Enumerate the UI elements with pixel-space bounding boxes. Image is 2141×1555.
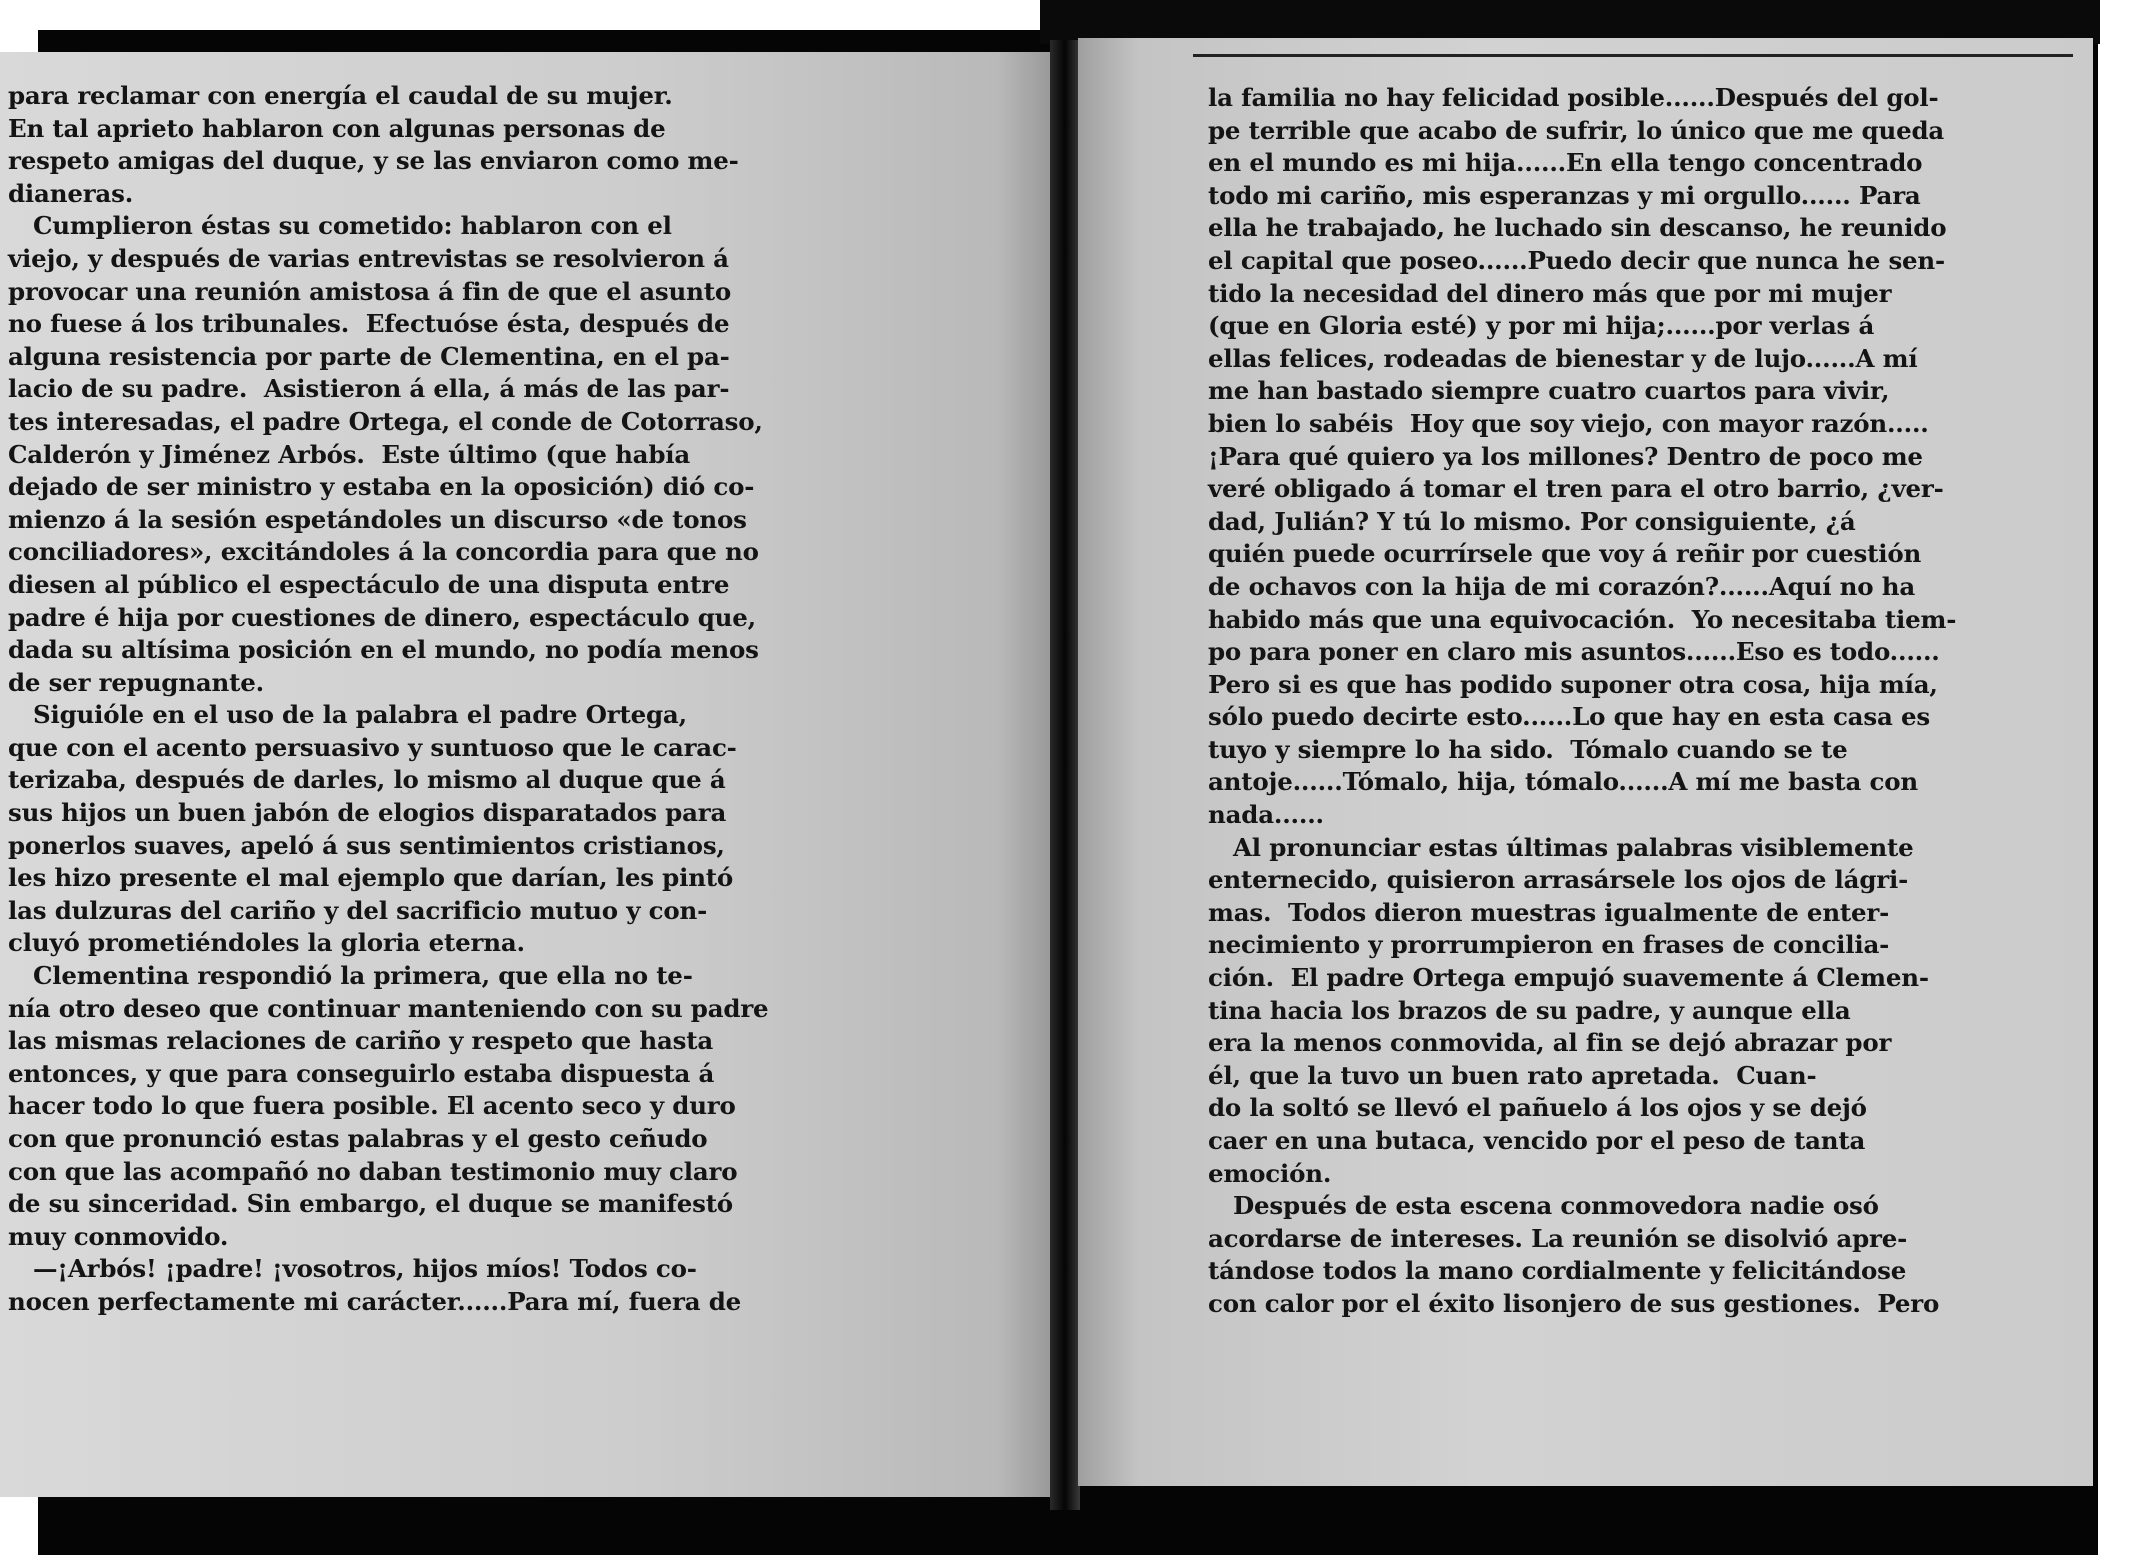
text-line: tuyo y siempre lo ha sido. Tómalo cuando se te — [1208, 734, 1848, 764]
text-line: que con el acento persuasivo y suntuoso que le carac- — [8, 732, 737, 762]
text-line: dada su altísima posición en el mundo, no podía menos — [8, 635, 759, 665]
text-line: (que en Gloria esté) y por mi hija;......por verlas á — [1208, 311, 1875, 341]
text-line: dianeras. — [8, 178, 134, 208]
text-line: ponerlos suaves, apeló á sus sentimientos cristianos, — [8, 830, 725, 860]
text-line: Calderón y Jiménez Arbós. Este último (que había — [8, 439, 691, 469]
text-line: cluyó prometiéndoles la gloria eterna. — [8, 928, 525, 958]
text-line: padre é hija por cuestiones de dinero, espectáculo que, — [8, 602, 756, 632]
text-line: respeto amigas del duque, y se las enviaron como me- — [8, 146, 739, 176]
text-line: sus hijos un buen jabón de elogios disparatados para — [8, 798, 727, 828]
text-line: tido la necesidad del dinero más que por mi mujer — [1208, 278, 1892, 308]
text-line: po para poner en claro mis asuntos......Eso es todo...... — [1208, 637, 1940, 667]
text-line: bien lo sabéis Hoy que soy viejo, con mayor razón..... — [1208, 408, 1929, 438]
text-line: quién puede ocurrírsele que voy á reñir por cuestión — [1208, 539, 1922, 569]
text-line: de su sinceridad. Sin embargo, el duque se manifestó — [8, 1189, 733, 1219]
text-line: alguna resistencia por parte de Clementina, en el pa- — [8, 341, 730, 371]
text-line: emoción. — [1208, 1158, 1332, 1188]
text-line: enternecido, quisieron arrasársele los ojos de lágri- — [1208, 865, 1909, 895]
text-line: él, que la tuvo un buen rato apretada. Cuan- — [1208, 1060, 1817, 1090]
text-line: con que las acompañó no daban testimonio muy claro — [8, 1156, 738, 1186]
text-line: acordarse de intereses. La reunión se disolvió apre- — [1208, 1223, 1908, 1253]
right-page — [1078, 38, 2093, 1486]
text-line: lacio de su padre. Asistieron á ella, á más de las par- — [8, 374, 730, 404]
text-line: nía otro deseo que continuar manteniendo con su padre — [8, 993, 769, 1023]
text-line: no fuese á los tribunales. Efectuóse ésta, después de — [8, 309, 730, 339]
text-line: mas. Todos dieron muestras igualmente de enter- — [1208, 897, 1890, 927]
text-line: con que pronunció estas palabras y el gesto ceñudo — [8, 1124, 708, 1153]
text-line: dejado de ser ministro y estaba en la oposición) dió co- — [8, 472, 755, 502]
text-line: ¡Para qué quiero ya los millones? Dentro de poco me — [1208, 441, 1923, 471]
text-line: hacer todo lo que fuera posible. El acento seco y duro — [8, 1091, 736, 1121]
text-line: Clementina respondió la primera, que ella no te- — [8, 961, 693, 991]
text-line: era la menos conmovida, al fin se dejó abrazar por — [1208, 1028, 1892, 1058]
right-page-text — [1208, 82, 2088, 1321]
text-line: nocen perfectamente mi carácter......Para mí, fuera de — [8, 1286, 742, 1316]
text-line: necimiento y prorrumpieron en frases de concilia- — [1208, 930, 1890, 960]
text-line: ellas felices, rodeadas de bienestar y de lujo......A mí — [1208, 343, 1918, 373]
text-line: las dulzuras del cariño y del sacrificio mutuo y con- — [8, 895, 708, 925]
text-line: nada...... — [1208, 800, 1324, 830]
text-line: ción. El padre Ortega empujó suavemente á Clemen- — [1208, 963, 1929, 993]
text-line: En tal aprieto hablaron con algunas personas de — [8, 113, 666, 143]
text-line: dad, Julián? Y tú lo mismo. Por consiguiente, ¿á — [1208, 506, 1856, 536]
text-line: Cumplieron éstas su cometido: hablaron con el — [8, 211, 672, 241]
text-line: conciliadores», excitándoles á la concordia para que no — [8, 537, 759, 567]
text-line: diesen al público el espectáculo de una disputa entre — [8, 569, 730, 599]
text-line: antoje......Tómalo, hija, tómalo......A mí me basta con — [1208, 767, 1918, 797]
text-line: Pero si es que has podido suponer otra cosa, hija mía, — [1208, 669, 1938, 699]
text-line: provocar una reunión amistosa á fin de que el asunto — [8, 276, 731, 306]
book-gutter — [1050, 40, 1080, 1510]
text-line: sólo puedo decirte esto......Lo que hay en esta casa es — [1208, 702, 1930, 732]
text-line: tina hacia los brazos de su padre, y aunque ella — [1208, 995, 1851, 1025]
header-rule — [1193, 54, 2073, 57]
text-line: terizaba, después de darles, lo mismo al duque que á — [8, 765, 726, 795]
text-line: muy conmovido. — [8, 1221, 229, 1251]
text-line: me han bastado siempre cuatro cuartos para vivir, — [1208, 376, 1890, 406]
text-line: veré obligado á tomar el tren para el otro barrio, ¿ver- — [1208, 474, 1944, 504]
left-page — [0, 52, 1050, 1497]
text-line: do la soltó se llevó el pañuelo á los ojos y se dejó — [1208, 1093, 1867, 1123]
text-line: de ser repugnante. — [8, 667, 264, 697]
text-line: caer en una butaca, vencido por el peso de tanta — [1208, 1126, 1866, 1155]
text-line: Siguióle en el uso de la palabra el padre Ortega, — [8, 700, 687, 730]
text-line: Al pronunciar estas últimas palabras visiblemente — [1208, 832, 1914, 862]
text-line: de ochavos con la hija de mi corazón?......Aquí no ha — [1208, 571, 1916, 601]
text-line: les hizo presente el mal ejemplo que darían, les pintó — [8, 863, 734, 893]
text-line: todo mi cariño, mis esperanzas y mi orgullo...... Para — [1208, 180, 1921, 210]
text-line: el capital que poseo......Puedo decir que nunca he sen- — [1208, 245, 1946, 275]
text-line: para reclamar con energía el caudal de su mujer. — [8, 81, 673, 110]
text-line: entonces, y que para conseguirlo estaba dispuesta á — [8, 1058, 715, 1088]
text-line: las mismas relaciones de cariño y respeto que hasta — [8, 1026, 714, 1056]
text-line: con calor por el éxito lisonjero de sus gestiones. Pero — [1208, 1288, 1940, 1318]
text-line: ella he trabajado, he luchado sin descanso, he reunido — [1208, 213, 1947, 243]
text-line: habido más que una equivocación. Yo necesitaba tiem- — [1208, 604, 1957, 634]
text-line: tándose todos la mano cordialmente y felicitándose — [1208, 1256, 1907, 1286]
text-line: en el mundo es mi hija......En ella tengo concentrado — [1208, 148, 1923, 178]
text-line: Después de esta escena conmovedora nadie osó — [1208, 1191, 1879, 1221]
left-page-text — [8, 80, 1038, 1319]
text-line: pe terrible que acabo de sufrir, lo único que me queda — [1208, 115, 1945, 145]
text-line: tes interesadas, el padre Ortega, el conde de Cotorraso, — [8, 406, 763, 436]
text-line: —¡Arbós! ¡padre! ¡vosotros, hijos míos! Todos co- — [8, 1254, 697, 1284]
text-line: viejo, y después de varias entrevistas se resolvieron á — [8, 243, 729, 273]
text-line: mienzo á la sesión espetándoles un discurso «de tonos — [8, 504, 747, 534]
text-line: la familia no hay felicidad posible......Después del gol- — [1208, 83, 1939, 112]
